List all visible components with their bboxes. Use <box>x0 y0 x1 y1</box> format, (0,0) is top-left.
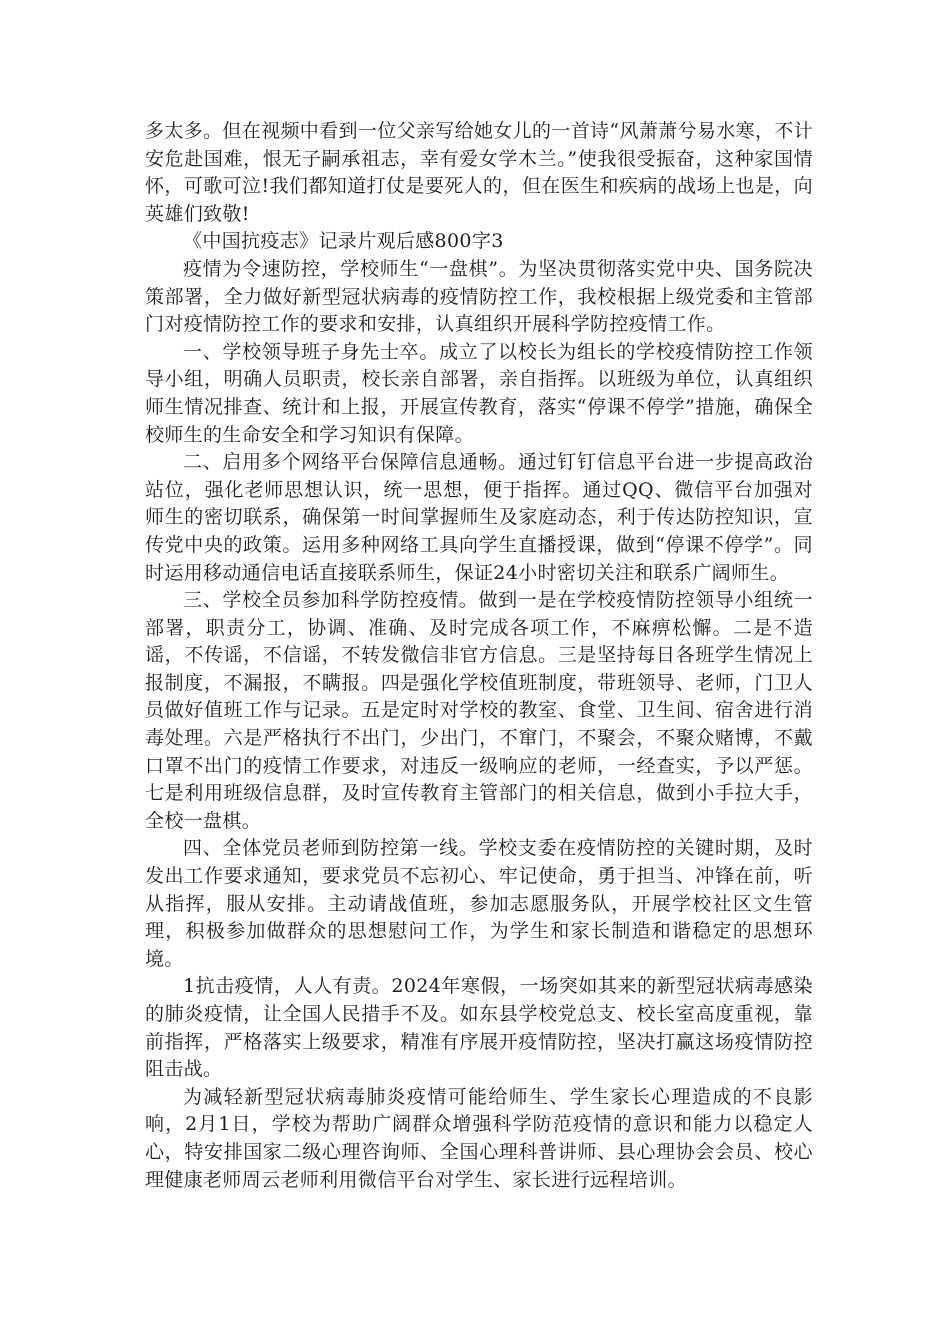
paragraph-intro: 疫情为令速防控，学校师生“一盘棋”。为坚决贯彻落实党中央、国务院决策部署，全力做好新型冠状病毒的疫情防控工作，我校根据上级党委和主管部门对疫情防控工作的要求和安排，认真组织开展科学防控疫情工作。 <box>145 257 813 336</box>
paragraph-point-3: 三、学校全员参加科学防控疫情。做到一是在学校疫情防控领导小组统一部署，职责分工，协调、准确、及时完成各项工作，不麻痹松懈。二是不造谣，不传谣，不信谣，不转发微信非官方信息。三是坚持每日各班学生情况上报制度，不漏报，不瞒报。四是强化学校值班制度，带班领导、老师，门卫人员做好值班工作与记录。五是定时对学校的教室、食堂、卫生间、宿舍进行消毒处理。六是严格执行不出门，少出门，不窜门，不聚会，不聚众赌博，不戴口罩不出门的疫情工作要求，对违反一级响应的老师，一经查实，予以严惩。七是利用班级信息群，及时宣传教育主管部门的相关信息，做到小手拉大手，全校一盘棋。 <box>145 589 813 832</box>
paragraph-point-2: 二、启用多个网络平台保障信息通畅。通过钉钉信息平台进一步提高政治站位，强化老师思想认识，统一思想，便于指挥。通过QQ、微信平台加强对师生的密切联系，确保第一时间掌握师生及家庭动态，利于传达防控知识，宣传党中央的政策。运用多种网络工具向学生直播授课，做到“停课不停学”。同时运用移动通信电话直接联系师生，保证24小时密切关注和联系广阔师生。 <box>145 451 813 584</box>
section-heading: 《中国抗疫志》记录片观后感800字3 <box>183 230 504 253</box>
paragraph-psych-training: 为减轻新型冠状病毒肺炎疫情可能给师生、学生家长心理造成的不良影响，2月1日，学校为帮助广阔群众增强科学防范疫情的意识和能力以稳定人心，特安排国家二级心理咨询师、全国心理科普讲师、县心理协会会员、校心理健康老师周云老师利用微信平台对学生、家长进行远程培训。 <box>145 1085 813 1191</box>
paragraph-point-4: 四、全体党员老师到防控第一线。学校支委在疫情防控的关键时期，及时发出工作要求通知，要求党员不忘初心、牢记使命，勇于担当、冲锋在前，听从指挥，服从安排。主动请战值班，参加志愿服务队，开展学校社区文生管理，积极参加做群众的思想慰问工作，为学生和家长制造和谐稳定的思想环境。 <box>145 837 813 970</box>
paragraph-fight-epidemic: 1抗击疫情，人人有责。2024年寒假，一场突如其来的新型冠状病毒感染的肺炎疫情，让全国人民措手不及。如东县学校党总支、校长室高度重视，靠前指挥，严格落实上级要求，精准有序展开疫情防控，坚决打赢这场疫情防控阻击战。 <box>145 975 813 1081</box>
paragraph-continuation: 多太多。但在视频中看到一位父亲写给她女儿的一首诗“风萧萧兮易水寒，不计安危赴国难，恨无子嗣承祖志，幸有爱女学木兰。”使我很受振奋，这种家国情怀，可歌可泣!我们都知道打仗是要死人的，但在医生和疾病的战场上也是，向英雄们致敬! <box>145 120 813 225</box>
paragraph-point-1: 一、学校领导班子身先士卒。成立了以校长为组长的学校疫情防控工作领导小组，明确人员职责，校长亲自部署，亲自指挥。以班级为单位，认真组织师生情况排查、统计和上报，开展宣传教育，落实“停课不停学”措施，确保全校师生的生命安全和学习知识有保障。 <box>145 340 813 446</box>
document-page <box>145 118 813 1194</box>
